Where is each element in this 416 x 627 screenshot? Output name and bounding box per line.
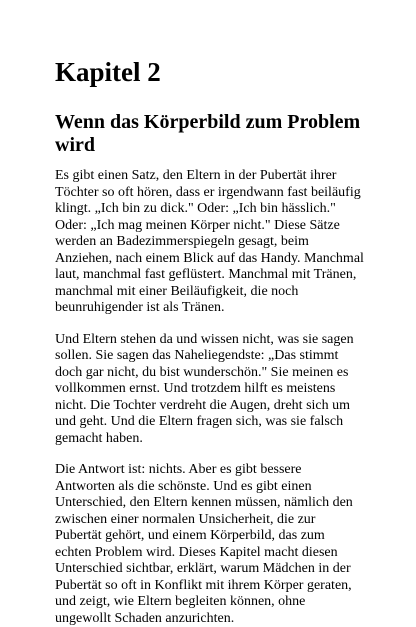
chapter-title: Wenn das Körperbild zum Problem wird <box>55 111 361 156</box>
body-paragraph-2: Und Eltern stehen da und wissen nicht, was sie sagen sollen. Sie sagen das Naheliegendste: „Das stimmt doch gar nicht, du bist wunderschön." Sie meinen es vollkommen ernst. Und trotzdem hilft es meistens nicht. Die Tochter verdreht die Augen, dreht sich um und geht. Und die Eltern fragen sich, was sie falsch gemacht haben. <box>55 331 354 446</box>
chapter-label: Kapitel 2 <box>55 57 161 87</box>
body-paragraph-3: Die Antwort ist: nichts. Aber es gibt bessere Antworten als die schönste. Und es gibt einen Unterschied, den Eltern kennen müssen, nämlich den zwischen einer normalen Unsicherheit, die zur Pubertät gehört, und einem Körperbild, das zum echten Problem wird. Dieses Kapitel macht diesen Unterschied sichtbar, erklärt, warum Mädchen in der Pubertät so oft in Konflikt mit ihrem Körper geraten, und zeigt, wie Eltern begleiten können, ohne ungewollt Schaden anzurichten. <box>55 462 353 626</box>
body-paragraph-1: Es gibt einen Satz, den Eltern in der Pubertät ihrer Töchter so oft hören, dass er irgendwann fast beiläufig klingt. „Ich bin zu dick." Oder: „Ich bin hässlich." Oder: „Ich mag meinen Körper nicht." Diese Sätze werden an Badezimmerspiegeln gesagt, beim Anziehen, nach einem Blick auf das Handy. Manchmal laut, manchmal fast geflüstert. Manchmal mit Tränen, manchmal mit einer Beiläufigkeit, die noch beunruhigender ist als Tränen. <box>55 168 364 315</box>
